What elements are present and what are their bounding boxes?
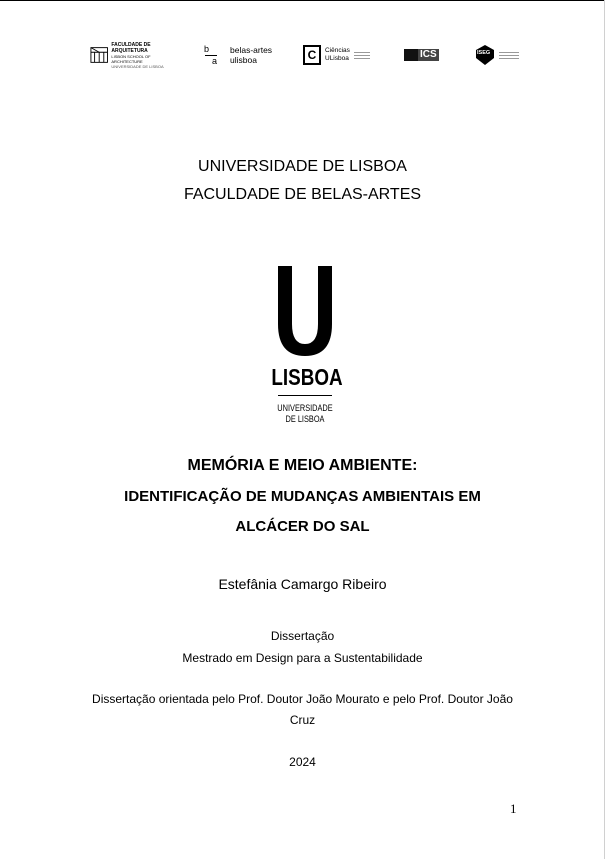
supervision-line1: Dissertação orientada pelo Prof. Doutor João Mourato e pelo Prof. Doutor João — [92, 692, 513, 706]
arquitetura-sub: LISBON SCHOOL OF ARCHITECTURE — [111, 53, 151, 64]
belas-artes-mark — [204, 43, 220, 67]
ciencias-line1: Ciências — [325, 47, 350, 54]
ulisboa-u-icon — [264, 264, 346, 364]
arquitetura-name: FACULDADE DE ARQUITETURA — [111, 41, 151, 54]
arquitetura-sub2: UNIVERSIDADE DE LISBOA — [111, 63, 164, 69]
thesis-subtitle-line2: ALCÁCER DO SAL — [235, 518, 370, 535]
thesis-title: MEMÓRIA E MEIO AMBIENTE: — [187, 457, 418, 474]
ics-block-icon — [404, 49, 418, 61]
supervision-line2: Cruz — [289, 713, 316, 727]
ciencias-line2: ULisboa — [325, 55, 349, 62]
university-name: UNIVERSIDADE DE LISBOA — [198, 158, 407, 175]
thesis-subtitle-line1: IDENTIFICAÇÃO DE MUDANÇAS AMBIENTAIS EM — [124, 488, 481, 505]
belas-artes-line2: ulisboa — [230, 55, 257, 65]
belas-artes-line1: belas-artes — [230, 45, 273, 55]
ulisboa-crest — [264, 264, 346, 430]
crest-sub2: DE LISBOA — [285, 414, 325, 424]
iseg-text: ISEG — [477, 50, 491, 56]
arquitetura-building-icon — [90, 45, 108, 65]
iseg-logo — [474, 42, 524, 68]
author-name: Estefânia Camargo Ribeiro — [218, 576, 387, 592]
ciencias-small-print — [354, 50, 370, 61]
page-number: 1 — [510, 801, 517, 816]
iseg-small-print — [499, 50, 519, 61]
faculty-name: FACULDADE DE BELAS-ARTES — [183, 186, 422, 203]
ciencias-logo — [303, 42, 377, 68]
ics-logo — [404, 42, 448, 68]
document-type: Dissertação — [270, 629, 335, 643]
ics-text: ICS — [420, 49, 437, 60]
program-name: Mestrado em Design para a Sustentabilidade — [182, 651, 423, 665]
belas-artes-mark-top: b — [204, 44, 210, 54]
ciencias-c-icon: C — [303, 45, 321, 65]
crest-sub1: UNIVERSIDADE — [277, 403, 333, 413]
crest-rule — [278, 395, 332, 396]
belas-artes-logo — [204, 42, 284, 68]
belas-artes-mark-bottom: a — [212, 56, 218, 66]
crest-city: LISBOA — [271, 364, 343, 390]
top-border — [0, 0, 605, 1]
year: 2024 — [289, 755, 316, 769]
arquitetura-logo — [90, 42, 182, 68]
partner-logos — [0, 42, 605, 68]
